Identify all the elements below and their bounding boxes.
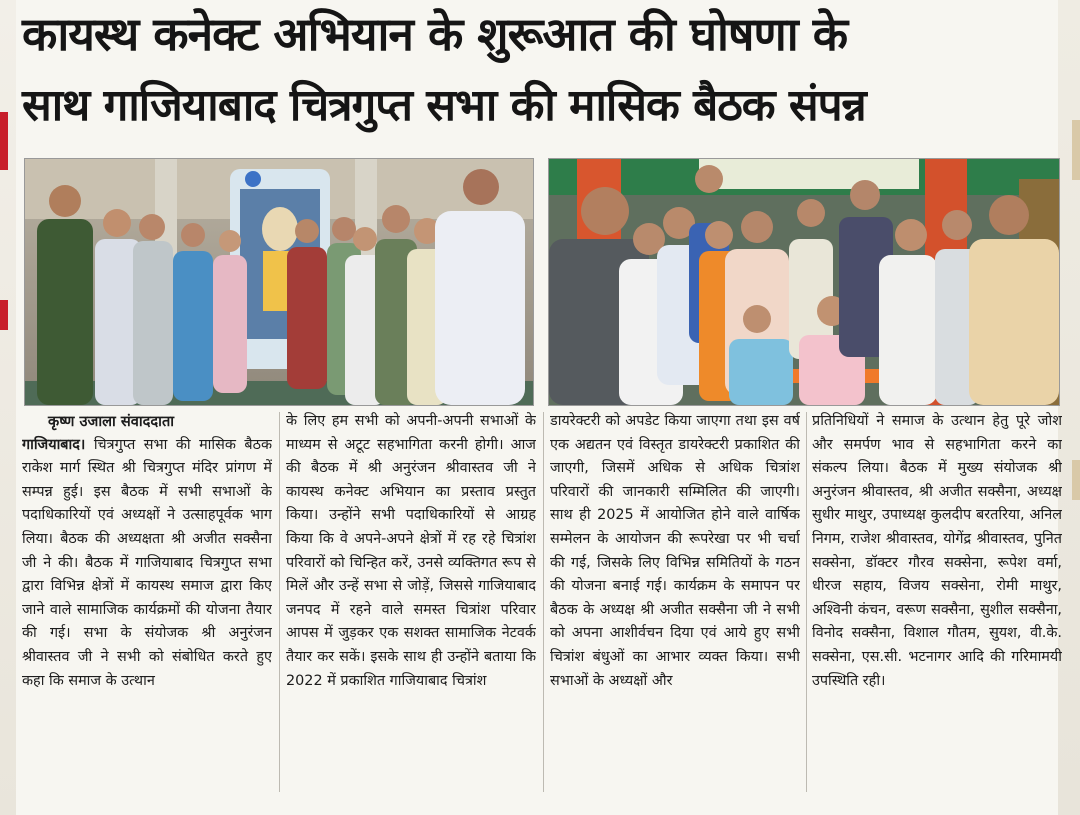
article-column-3 <box>550 410 800 802</box>
article-body <box>22 410 1062 802</box>
article-text-col2: के लिए हम सभी को अपनी-अपनी सभाओं के माध्यम से अटूट सहभागिता करनी होगी। आज की बैठक में श्री अनुरंजन श्रीवास्तव जी ने कायस्थ कनेक्ट अभियान का प्रस्ताव प्रस्तुत किया। उन्होंने सभी पदाधिकारियों से आग्रह किया कि वे अपने-अपने क्षेत्रों में रह रहे चित्रांश परिवारों को चिन्हित करें, उनसे व्यक्तिगत रूप से मिलें और उन्हें सभा से जोड़ें, जिससे गाजियाबाद जनपद में रहने वाले समस्त चित्रांश परिवार आपस में जुड़कर एक सशक्त सामाजिक नेटवर्क तैयार कर सकें। इसके साथ ही उन्होंने बताया कि 2022 में प्रकाशित गाजियाबाद चित्रांश <box>286 413 536 689</box>
group-photo-temple <box>24 158 534 406</box>
adjacent-column-scrap-left <box>0 0 16 815</box>
group-photo-members <box>548 158 1060 406</box>
headline-line-2: साथ गाजियाबाद चित्रगुप्त सभा की मासिक बैठक संपन्न <box>22 80 866 131</box>
dateline: गाजियाबाद। <box>22 436 86 453</box>
article-text-col4: प्रतिनिधियों ने समाज के उत्थान हेतु पूरे जोश और समर्पण भाव से सहभागिता करने का संकल्प लिया। बैठक में मुख्य संयोजक श्री अनुरंजन श्रीवास्तव, श्री अजीत सक्सैना, अध्यक्ष सुधीर माथुर, उपाध्यक्ष कुलदीप बरतरिया, अनिल निगम, राजेश श्रीवास्तव, योगेंद्र श्रीवास्तव, पुनित सक्सेना, डॉक्टर गौरव सक्सेना, रूपेश वर्मा, धीरज सहाय, विजय सक्सेना, रोमी माथुर, अश्विनी कंचन, वरूण सक्सैना, सुशील सक्सैना, विनोद सक्सैना, विशाल गौतम, सुयश, वी.के. सक्सेना, एस.सी. भटनागर आदि की गरिमामयी उपस्थिति रही। <box>812 413 1062 689</box>
article-text-col3: डायरेक्टरी को अपडेट किया जाएगा तथा इस वर्ष एक अद्यतन एवं विस्तृत डायरेक्टरी प्रकाशित की जाएगी, जिसमें अधिक से अधिक चित्रांश परिवारों की जानकारी सम्मिलित की जाएगी। साथ ही 2025 में आयोजित होने वाले वार्षिक सम्मेलन के आयोजन की रूपरेखा पर भी चर्चा की गई, जिसके लिए विभिन्न समितियों के गठन की योजना बनाई गई। कार्यक्रम के समापन पर बैठक के अध्यक्ष श्री अजीत सक्सैना जी ने सभी को अपना आशीर्वचन दिया एवं आये हुए सभी चित्रांश बंधुओं का आभार व्यक्त किया। सभी सभाओं के अध्यक्षों और <box>550 413 800 689</box>
byline: कृष्ण उजाला संवाददाता <box>48 413 175 430</box>
headline-line-1: कायस्थ कनेक्ट अभियान के शुरूआत की घोषणा के <box>22 7 848 61</box>
next-headline-cutoff <box>20 798 1060 815</box>
article-column-1 <box>22 410 272 802</box>
article-text-col1: चित्रगुप्त सभा की मासिक बैठक राकेश मार्ग स्थित श्री चित्रगुप्त मंदिर प्रांगण में सम्पन्न हुई। इस बैठक में सभी सभाओं के पदाधिकारियों एवं अध्यक्षों ने उत्साहपूर्वक भाग लिया। बैठक की अध्यक्षता श्री अजीत सक्सैना जी ने की। बैठक में गाजियाबाद चित्रगुप्त सभा द्वारा विभिन्न क्षेत्रों में कायस्थ समाज द्वारा किए जाने वाले सामाजिक कार्यक्रमों की योजना तैयार की गई। सभा के संयोजक श्री अनुरंजन श्रीवास्तव जी ने सभी को संबोधित करते हुए कहा कि समाज के उत्थान <box>22 436 272 689</box>
article-column-4 <box>812 410 1062 802</box>
article-column-2 <box>286 410 536 802</box>
headline <box>22 4 1062 136</box>
